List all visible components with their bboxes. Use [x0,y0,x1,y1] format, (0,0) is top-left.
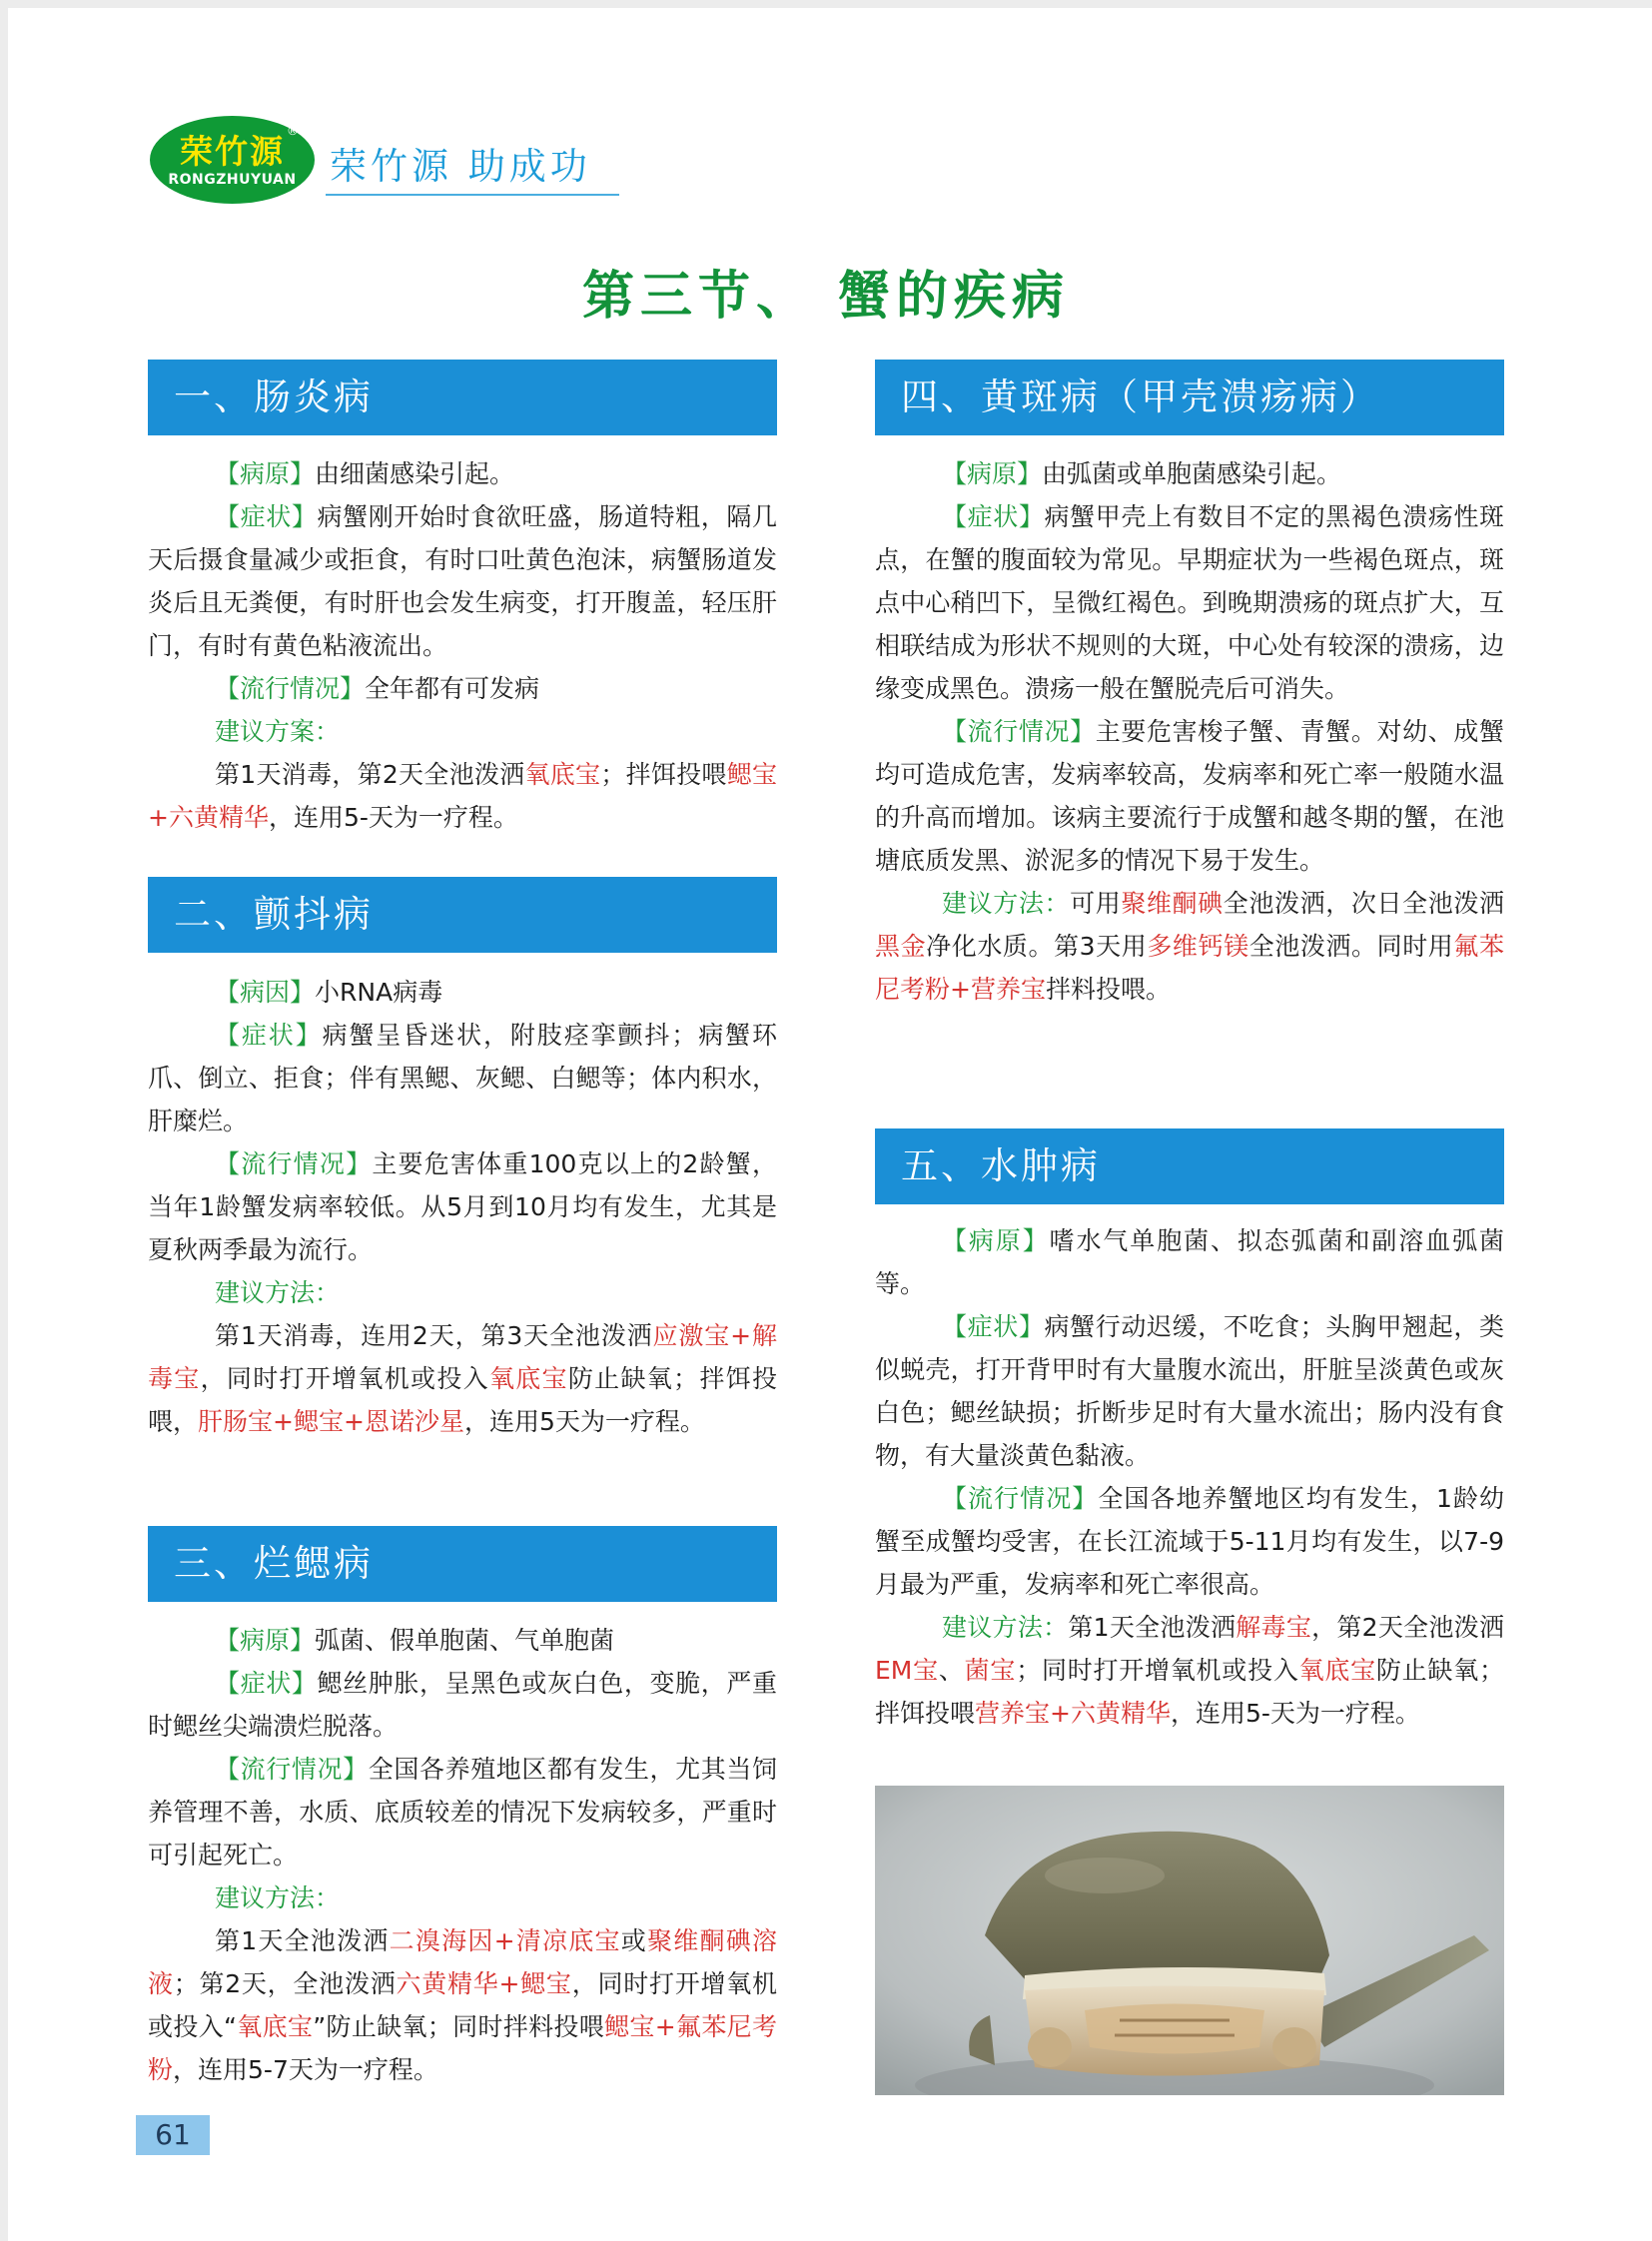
symptom-label: 【症状】 [215,502,318,531]
advice-text: 拌料投喂。 [1045,975,1171,1004]
section-body-gill-rot [148,1619,777,2091]
symptom-text: 病蟹呈昏迷状，附肢痉挛颤抖；病蟹环爪、倒立、拒食；伴有黑鳃、灰鳃、白鳃等；体内积水，肝糜烂。 [148,1021,777,1135]
advice-text: 第1天消毒，第2天全池泼洒 [215,760,525,789]
advice-text: ，连用5天为一疗程。 [463,1407,705,1436]
advice-text: ，连用5-天为一疗程。 [1171,1699,1420,1728]
advice-label-line [148,710,777,753]
page-frame-left [0,0,8,2241]
cause-paragraph [148,452,777,495]
epidemic-paragraph [148,1748,777,1876]
section-banner-enteritis: 一、肠炎病 [148,360,777,435]
logo-english-name: RONGZHUYUAN [168,172,297,188]
section-body-yellow-spot [875,452,1504,1011]
advice-paragraph [148,1314,777,1443]
slogan-underline [326,194,619,196]
section-body-edema [875,1219,1504,1735]
product-name: 氧底宝 [488,1364,568,1393]
symptom-paragraph [148,1662,777,1748]
symptom-label: 【症状】 [215,1021,323,1050]
product-name: 清凉底宝 [514,1926,621,1955]
cause-text: 小RNA病毒 [315,978,443,1007]
page-title: 第三节、 蟹的疾病 [581,267,1071,327]
epidemic-text: 主要危害体重100克以上的2龄蟹，当年1龄蟹发病率较低。从5月到10月均有发生，尤其是夏秋两季最为流行。 [148,1149,777,1264]
epidemic-paragraph [148,1142,777,1271]
epidemic-label: 【流行情况】 [942,717,1096,746]
product-name: 鳃宝 [519,1969,572,1998]
product-name: 黑金 [875,932,927,961]
plus-sign: + [950,975,971,1004]
advice-text: ”防止缺氧；同时拌料投喂 [313,2012,605,2041]
product-name: 菌宝 [964,1656,1017,1685]
advice-text: 可用 [1070,889,1122,918]
advice-text: 或 [620,1926,647,1955]
advice-text: ；第2天，全池泼洒 [173,1969,397,1998]
advice-label: 建议方法： [215,1278,341,1307]
symptom-text: 病蟹甲壳上有数目不定的黑褐色溃疡性斑点，在蟹的腹面较为常见。早期症状为一些褐色斑点，斑点中心稍凹下，呈微红褐色。到晚期溃疡的斑点扩大，互相联结成为形状不规则的大斑，中心处有较深的溃疡，边缘变成黑色。溃疡一般在蟹脱壳后可消失。 [875,502,1504,703]
plus-sign: + [498,1969,520,1998]
advice-text: ，同时打开增氧机或投入 [200,1364,489,1393]
product-name: 应激宝 [652,1321,731,1350]
advice-label: 建议方案： [215,717,341,746]
product-name: 氧底宝 [236,2012,314,2041]
advice-text: 防止缺氧；拌饵投喂， [148,1364,777,1436]
advice-text: 全池泼洒。同时用 [1248,932,1454,961]
product-name: 多维钙镁 [1147,932,1249,961]
advice-text: 净化水质。第3天用 [926,932,1148,961]
registered-mark: ® [287,124,299,138]
epidemic-paragraph [148,667,777,710]
section-body-enteritis [148,452,777,839]
advice-text: 、 [938,1656,965,1685]
product-name: 肝肠宝 [198,1407,274,1436]
epidemic-text: 主要危害梭子蟹、青蟹。对幼、成蟹均可造成危害，发病率较高，发病率和死亡率一般随水温的升高而增加。该病主要流行于成蟹和越冬期的蟹，在池塘底质发黑、淤泥多的情况下易于发生。 [875,717,1504,875]
product-name: 六黄精华 [396,1969,499,1998]
epidemic-label: 【流行情况】 [215,1755,369,1784]
plus-sign: + [148,803,169,832]
advice-label-line [148,1271,777,1314]
advice-label-line [148,1876,777,1919]
product-name: 氧底宝 [524,760,601,789]
cause-label: 【病原】 [942,459,1043,488]
plus-sign: + [344,1407,365,1436]
advice-text: ，第2天全池泼洒 [1311,1613,1504,1642]
symptom-label: 【症状】 [942,502,1045,531]
advice-text: 第1天全池泼洒 [215,1926,390,1955]
product-name: 解毒宝 [1236,1613,1312,1642]
cause-paragraph [148,1619,777,1662]
cause-label: 【病原】 [215,459,316,488]
epidemic-label: 【流行情况】 [215,674,366,703]
epidemic-text: 全年都有可发病 [365,674,540,703]
advice-paragraph [875,1606,1504,1735]
advice-paragraph [148,753,777,839]
product-name: 氧底宝 [1298,1656,1376,1685]
epidemic-label: 【流行情况】 [215,1149,373,1178]
epidemic-text: 全国各养殖地区都有发生，尤其当饲养管理不善，水质、底质较差的情况下发病较多，严重时可引起死亡。 [148,1755,777,1869]
epidemic-paragraph [875,1477,1504,1606]
plus-sign: + [493,1926,515,1955]
advice-paragraph [875,882,1504,1011]
cause-label: 【病原】 [215,1626,316,1655]
product-name: EM宝 [875,1656,939,1685]
crab-photo [875,1786,1504,2095]
section-banner-edema: 五、水肿病 [875,1128,1504,1204]
product-name: 解毒宝 [148,1321,777,1393]
advice-paragraph [148,1919,777,2091]
product-name: 二溴海因 [389,1926,494,1955]
symptom-text: 鳃丝肿胀，呈黑色或灰白色，变脆，严重时鳃丝尖端溃烂脱落。 [148,1669,777,1741]
advice-text: ，连用5-7天为一疗程。 [173,2055,438,2084]
product-name: 聚维酮碘溶液 [148,1926,777,1998]
product-name: 营养宝 [975,1699,1051,1728]
advice-text: ；同时打开增氧机或投入 [1016,1656,1299,1685]
advice-label: 建议方法： [215,1883,341,1912]
product-name: 恩诺沙星 [364,1407,464,1436]
advice-text: 第1天全池泼洒 [1068,1613,1237,1642]
advice-text: 第1天消毒，连用2天，第3天全池泼洒 [215,1321,653,1350]
symptom-paragraph [875,495,1504,710]
symptom-label: 【症状】 [942,1312,1045,1341]
product-name: 六黄精华 [1070,1699,1171,1728]
cause-paragraph [875,1219,1504,1305]
symptom-text: 病蟹行动迟缓，不吃食；头胸甲翘起，类似蜕壳，打开背甲时有大量腹水流出，肝脏呈淡黄色或灰白色；鳃丝缺损；折断步足时有大量水流出；肠内没有食物，有大量淡黄色黏液。 [875,1312,1504,1470]
cause-label: 【病原】 [942,1226,1050,1255]
product-name: 鳃宝 [293,1407,344,1436]
section-banner-gill-rot: 三、烂鳃病 [148,1526,777,1602]
crab-illustration [875,1786,1504,2095]
advice-text: ，同时打开增氧机或投入“ [148,1969,777,2041]
brand-slogan: 荣竹源 助成功 [330,145,591,188]
advice-text: 全池泼洒，次日全池泼洒 [1223,889,1504,918]
epidemic-paragraph [875,710,1504,882]
advice-label: 建议方法： [942,889,1071,918]
symptom-text: 病蟹刚开始时食欲旺盛，肠道特粗，隔几天后摄食量减少或拒食，有时口吐黄色泡沫，病蟹肠道发炎后且无粪便，有时肝也会发生病变，打开腹盖，轻压肝门，有时有黄色粘液流出。 [148,502,777,660]
advice-text: 防止缺氧；拌饵投喂 [875,1656,1504,1728]
plus-sign: + [654,2012,676,2041]
product-name: 氟苯尼考粉 [875,932,1504,1004]
product-name: 氟苯尼考粉 [148,2012,777,2084]
advice-text: ，连用5-天为一疗程。 [268,803,518,832]
plus-sign: + [1050,1699,1071,1728]
logo-chinese-name: 荣竹源 [180,132,285,171]
symptom-paragraph [148,495,777,667]
page-frame-top [0,0,1652,8]
cause-text: 由细菌感染引起。 [315,459,515,488]
plus-sign: + [730,1321,752,1350]
cause-text: 弧菌、假单胞菌、气单胞菌 [315,1626,615,1655]
section-body-tremor [148,971,777,1443]
advice-text: ；拌饵投喂 [600,760,727,789]
product-name: 营养宝 [970,975,1046,1004]
product-name: 鳃宝 [604,2012,655,2041]
product-name: 鳃宝 [726,760,777,789]
product-name: 聚维酮碘 [1121,889,1224,918]
epidemic-label: 【流行情况】 [942,1484,1099,1513]
brand-logo [150,116,315,204]
plus-sign: + [273,1407,294,1436]
cause-paragraph [875,452,1504,495]
cause-text: 嗜水气单胞菌、拟态弧菌和副溶血弧菌等。 [875,1226,1504,1298]
symptom-paragraph [148,1014,777,1142]
cause-paragraph [148,971,777,1014]
cause-text: 由弧菌或单胞菌感染引起。 [1042,459,1342,488]
epidemic-text: 全国各地养蟹地区均有发生，1龄幼蟹至成蟹均受害，在长江流域于5-11月均有发生，以7-9月最为严重，发病率和死亡率很高。 [875,1484,1504,1599]
section-banner-yellow-spot: 四、黄斑病（甲壳溃疡病） [875,360,1504,435]
product-name: 六黄精华 [168,803,269,832]
advice-label: 建议方法： [942,1613,1069,1642]
section-banner-tremor: 二、颤抖病 [148,877,777,953]
symptom-paragraph [875,1305,1504,1477]
symptom-label: 【症状】 [215,1669,318,1698]
cause-label: 【病因】 [215,978,316,1007]
page-number: 61 [136,2115,210,2155]
